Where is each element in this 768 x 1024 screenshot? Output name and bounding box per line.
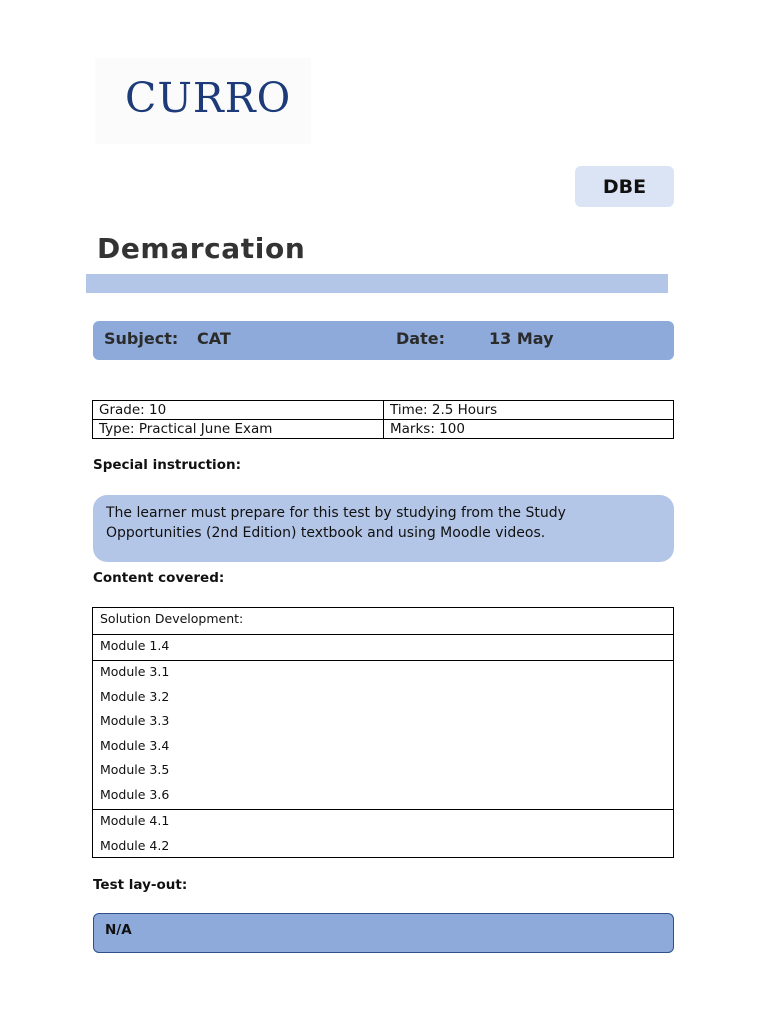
type-cell: Type: Practical June Exam (93, 420, 384, 439)
title-underline-bar (86, 274, 668, 293)
test-layout-value: N/A (105, 922, 132, 938)
test-layout-box (93, 913, 674, 953)
content-group (93, 661, 673, 810)
list-item: Module 3.1 (100, 664, 170, 679)
exam-info-table (92, 400, 674, 439)
content-covered-table (92, 607, 674, 858)
list-item: Module 3.4 (100, 737, 170, 753)
list-item: Module 1.4 (100, 637, 170, 653)
subject-value: CAT (197, 329, 231, 348)
special-instruction-text: The learner must prepare for this test by studying from the Study Opportunities (2nd Edition) textbook and using Moodle videos. (106, 505, 566, 541)
table-row (93, 401, 674, 420)
content-group (93, 635, 673, 662)
list-item: Module 3.3 (100, 713, 170, 728)
time-cell: Time: 2.5 Hours (384, 401, 674, 420)
dbe-badge: DBE (575, 166, 674, 207)
subject-date-bar (93, 321, 674, 360)
page-title: Demarcation (97, 232, 306, 265)
table-row (93, 420, 674, 439)
list-item: Module 3.6 (100, 786, 170, 802)
special-instruction-heading: Special instruction: (93, 457, 241, 473)
grade-cell: Grade: 10 (93, 401, 384, 420)
subject-label: Subject: (104, 329, 179, 348)
date-label: Date: (396, 329, 445, 348)
content-covered-heading: Content covered: (93, 570, 225, 586)
curro-logo (95, 58, 311, 144)
test-layout-heading: Test lay-out: (93, 877, 188, 893)
content-group (93, 608, 673, 635)
special-instruction-box (93, 495, 674, 562)
marks-cell: Marks: 100 (384, 420, 674, 439)
date-value: 13 May (489, 329, 554, 348)
list-item: Module 3.5 (100, 762, 170, 777)
list-item: Module 4.2 (100, 837, 170, 853)
list-item: Module 3.2 (100, 688, 170, 704)
list-item: Solution Development: (100, 611, 244, 626)
logo-wordmark: CURRO (125, 74, 292, 122)
list-item: Module 4.1 (100, 813, 170, 828)
content-group (93, 810, 673, 860)
